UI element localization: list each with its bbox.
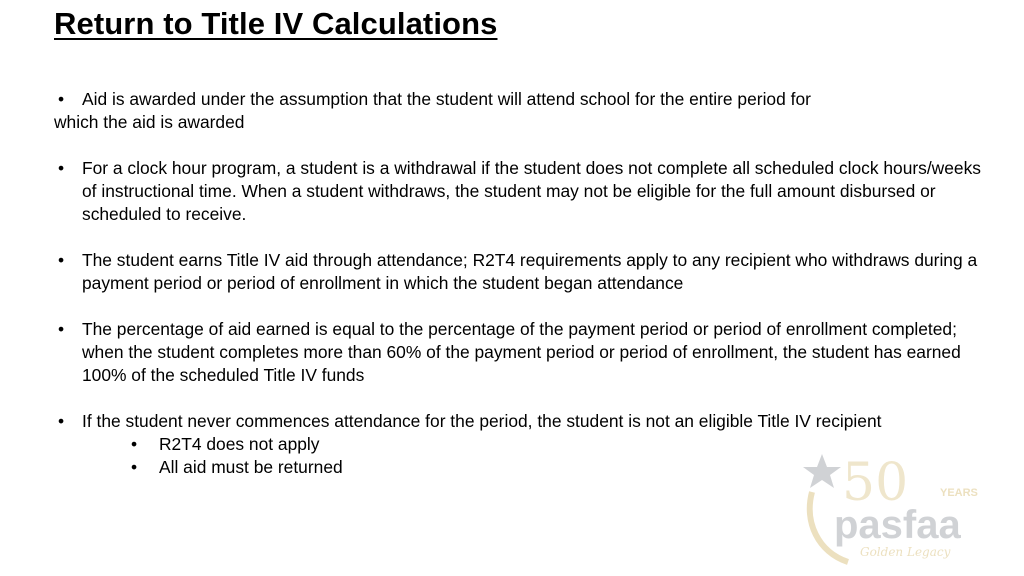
bullet-text: The percentage of aid earned is equal to the percentage of the payment period or period of enrollment completed; when the student completes more than 60% of the payment period or period of enrollment, the student has earned 100% of the scheduled Title IV funds <box>82 319 961 385</box>
sub-bullet-marker: • <box>131 457 138 477</box>
slide-title: Return to Title IV Calculations <box>54 6 498 41</box>
sub-bullet-text: R2T4 does not apply <box>159 434 320 454</box>
bullet-text: For a clock hour program, a student is a withdrawal if the student does not complete all scheduled clock hours/weeks of instructional time. When a student withdraws, the student may not be eligible for the full amount disbursed or scheduled to receive. <box>82 158 981 224</box>
bullet-aid-assumption-line1: Aid is awarded under the assumption that the student will attend school for the entire period for <box>82 89 811 109</box>
bullet-marker: • <box>58 411 65 431</box>
bullet-percentage-earned <box>54 318 984 387</box>
sub-bullet-marker: • <box>131 434 138 454</box>
star-icon <box>803 454 841 488</box>
pasfaa-logo <box>800 452 1000 570</box>
logo-wordmark: pasfaa <box>834 503 961 547</box>
bullet-aid-assumption <box>54 88 984 134</box>
bullet-attendance <box>54 249 984 295</box>
bullet-aid-assumption-line2: which the aid is awarded <box>54 112 245 132</box>
logo-tagline: Golden Legacy <box>860 545 951 559</box>
bullet-marker: • <box>58 319 65 339</box>
bullet-marker: • <box>58 250 65 270</box>
bullet-marker: • <box>58 89 65 109</box>
logo-badge-number: 50 <box>842 453 909 513</box>
bullet-clock-hour <box>54 157 984 226</box>
bullet-marker: • <box>58 158 65 178</box>
bullet-never-commences <box>54 410 984 433</box>
slide-body <box>54 88 984 479</box>
logo-badge-caption: YEARS <box>940 487 978 499</box>
bullet-text: If the student never commences attendance for the period, the student is not an eligible Title IV recipient <box>82 411 882 431</box>
bullet-text: The student earns Title IV aid through attendance; R2T4 requirements apply to any recipient who withdraws during a payment period or period of enrollment in which the student began attendance <box>82 250 978 293</box>
sub-bullet-text: All aid must be returned <box>159 457 343 477</box>
